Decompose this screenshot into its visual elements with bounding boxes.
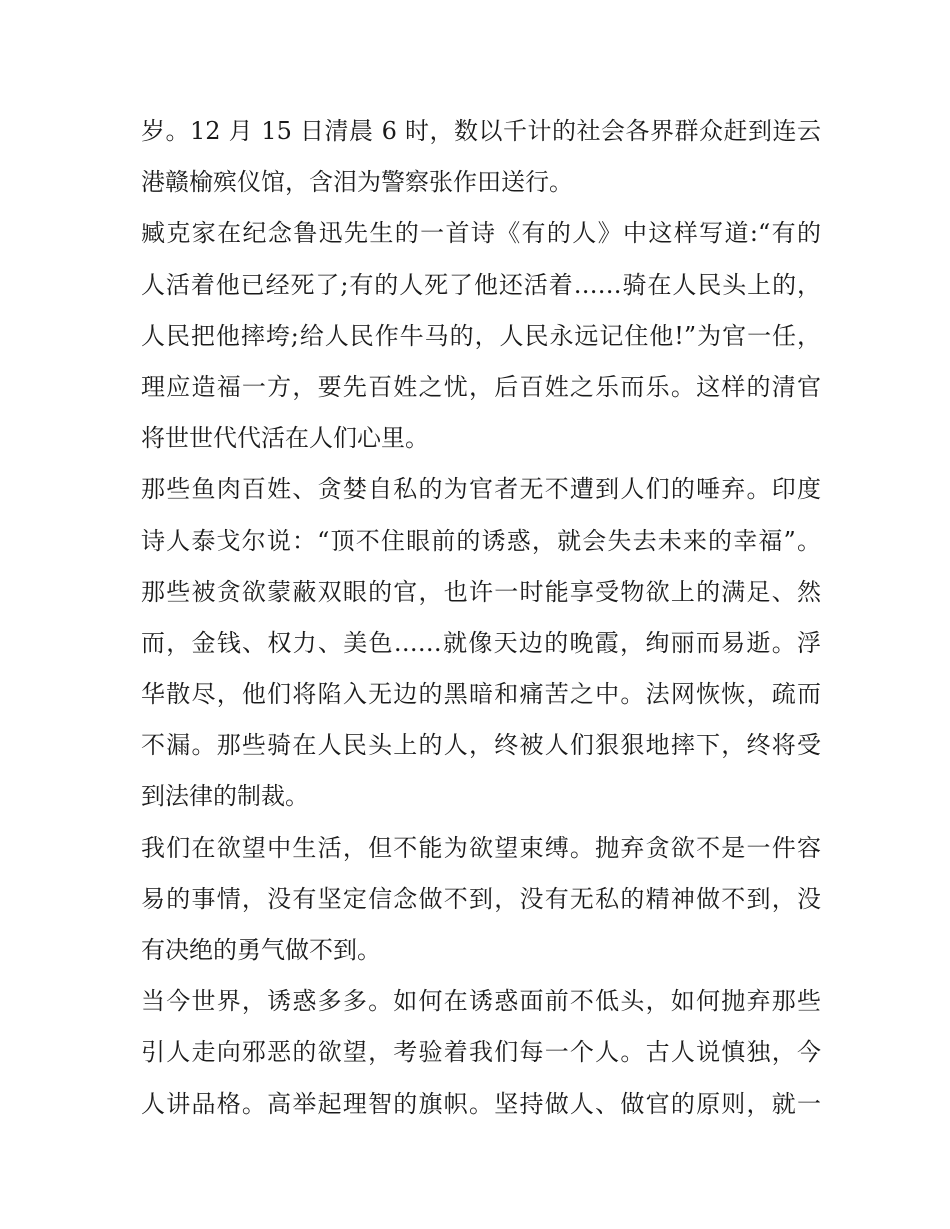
- paragraph-5: [141, 976, 821, 1130]
- text-line: 那些被贪欲蒙蔽双眼的官，也许一时能享受物欲上的满足、然: [141, 577, 821, 606]
- paragraph-3: [141, 464, 821, 822]
- text-line: 有决绝的勇气做不到。: [141, 936, 381, 964]
- text-line: 到法律的制裁。: [141, 782, 309, 811]
- text-line: 华散尽，他们将陷入无边的黑暗和痛苦之中。法网恢恢，疏而: [141, 680, 821, 709]
- text-line: 理应造福一方，要先百姓之忧，后百姓之乐而乐。这样的清官: [141, 372, 821, 401]
- text-line: 而，金钱、权力、美色……就像天边的晚霞，绚丽而易逝。浮: [141, 628, 821, 657]
- text-line: 不漏。那些骑在人民头上的人，终被人们狠狠地摔下，终将受: [141, 731, 821, 760]
- text-line: 那些鱼肉百姓、贪婪自私的为官者无不遭到人们的唾弃。印度: [141, 475, 821, 504]
- paragraph-4: [141, 823, 821, 977]
- text-line: 臧克家在纪念鲁迅先生的一首诗《有的人》中这样写道:“有的: [141, 219, 821, 248]
- text-line: 港赣榆殡仪馆，含泪为警察张作田送行。: [141, 168, 573, 197]
- text-line: 诗人泰戈尔说：“顶不住眼前的诱惑，就会失去未来的幸福”。: [141, 526, 821, 555]
- text-line: 人民把他摔垮;给人民作牛马的，人民永远记住他!”为官一任，: [141, 321, 821, 350]
- text-line: 人讲品格。高举起理智的旗帜。坚持做人、做官的原则，就一: [141, 1089, 821, 1118]
- text-line: 当今世界，诱惑多多。如何在诱惑面前不低头，如何抛弃那些: [141, 987, 821, 1016]
- text-line: 将世世代代活在人们心里。: [141, 424, 429, 453]
- text-line: 引人走向邪恶的欲望，考验着我们每一个人。古人说慎独，今: [141, 1038, 821, 1067]
- text-line: 人活着他已经死了;有的人死了他还活着……骑在人民头上的，: [141, 270, 821, 299]
- paragraph-1: [141, 106, 821, 208]
- text-line: 岁。12 月 15 日清晨 6 时，数以千计的社会各界群众赶到连云: [141, 117, 821, 145]
- text-line: 我们在欲望中生活，但不能为欲望束缚。抛弃贪欲不是一件容: [141, 833, 821, 862]
- text-line: 易的事情，没有坚定信念做不到，没有无私的精神做不到，没: [141, 884, 821, 913]
- paragraph-2: [141, 208, 821, 464]
- document-body: [141, 106, 821, 1130]
